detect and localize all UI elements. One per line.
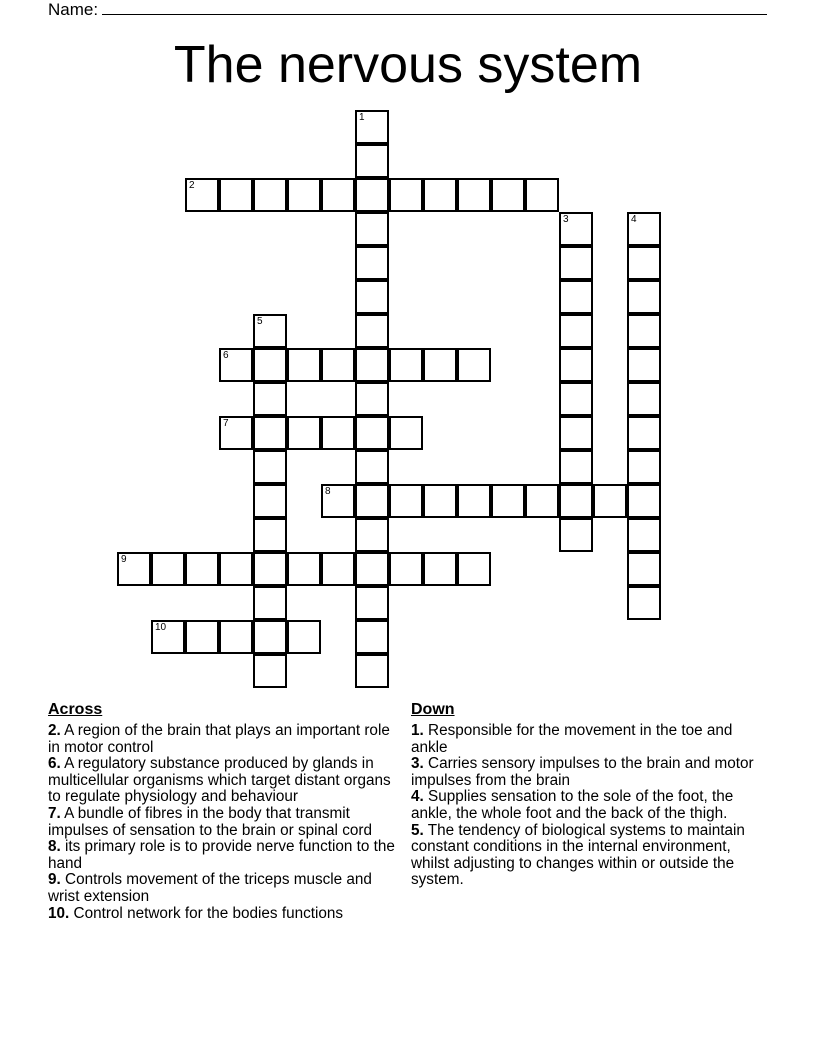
crossword-cell[interactable]	[355, 586, 389, 620]
crossword-cell[interactable]	[253, 450, 287, 484]
crossword-cell[interactable]	[253, 552, 287, 586]
crossword-cell[interactable]	[253, 348, 287, 382]
crossword-cell[interactable]	[491, 484, 525, 518]
crossword-cell[interactable]	[355, 620, 389, 654]
crossword-cell[interactable]	[627, 246, 661, 280]
crossword-cell[interactable]	[253, 620, 287, 654]
crossword-cell[interactable]	[457, 552, 491, 586]
down-clue	[411, 789, 773, 822]
crossword-cell[interactable]	[355, 484, 389, 518]
crossword-cell[interactable]	[355, 654, 389, 688]
crossword-cell[interactable]	[355, 518, 389, 552]
across-clues	[48, 701, 398, 922]
clue-number-label: 10.	[48, 904, 70, 922]
crossword-cell[interactable]	[185, 178, 219, 212]
crossword-cell[interactable]	[457, 484, 491, 518]
clue-number-label: 3.	[411, 755, 424, 773]
crossword-cell[interactable]	[253, 416, 287, 450]
crossword-cell[interactable]	[355, 552, 389, 586]
crossword-cell[interactable]	[253, 518, 287, 552]
crossword-cell[interactable]	[457, 178, 491, 212]
clue-number: 1	[359, 112, 365, 123]
crossword-cell[interactable]	[355, 416, 389, 450]
crossword-cell[interactable]	[593, 484, 627, 518]
clue-number-label: 4.	[411, 788, 424, 806]
crossword-cell[interactable]	[355, 110, 389, 144]
crossword-cell[interactable]	[219, 416, 253, 450]
crossword-cell[interactable]	[423, 178, 457, 212]
clue-number: 4	[631, 214, 637, 225]
crossword-cell[interactable]	[321, 552, 355, 586]
crossword-cell[interactable]	[355, 450, 389, 484]
clue-text: A regulatory substance produced by glands in multicellular organisms which target distant organs to regulate physiology and behaviour	[48, 755, 391, 806]
crossword-cell[interactable]	[457, 348, 491, 382]
crossword-cell[interactable]	[389, 552, 423, 586]
across-clue	[48, 906, 398, 923]
crossword-cell[interactable]	[355, 348, 389, 382]
crossword-cell[interactable]	[219, 178, 253, 212]
name-label: Name:	[48, 0, 99, 19]
clue-number: 2	[189, 180, 195, 191]
crossword-cell[interactable]	[287, 178, 321, 212]
down-clue-list	[411, 723, 773, 889]
crossword-cell[interactable]	[117, 552, 151, 586]
crossword-cell[interactable]	[389, 484, 423, 518]
crossword-cell[interactable]	[389, 178, 423, 212]
clue-number: 8	[325, 486, 331, 497]
clue-number-label: 8.	[48, 838, 61, 856]
across-clue	[48, 723, 398, 756]
crossword-cell[interactable]	[559, 416, 593, 450]
clue-text: Carries sensory impulses to the brain and motor impulses from the brain	[411, 755, 754, 789]
clue-number-label: 1.	[411, 722, 424, 739]
crossword-cell[interactable]	[253, 382, 287, 416]
clue-number-label: 7.	[48, 804, 61, 822]
page-title: The nervous system	[173, 36, 643, 94]
crossword-cell[interactable]	[627, 450, 661, 484]
crossword-cell[interactable]	[219, 552, 253, 586]
clue-number: 7	[223, 418, 229, 429]
crossword-cell[interactable]	[185, 620, 219, 654]
crossword-cell[interactable]	[423, 348, 457, 382]
crossword-cell[interactable]	[389, 348, 423, 382]
clue-text: Supplies sensation to the sole of the foot, the ankle, the whole foot and the back of the thigh.	[411, 788, 734, 822]
crossword-cell[interactable]	[219, 348, 253, 382]
across-heading: Across	[48, 701, 103, 718]
crossword-cell[interactable]	[355, 314, 389, 348]
down-clues	[411, 701, 773, 889]
crossword-cell[interactable]	[321, 484, 355, 518]
crossword-cell[interactable]	[423, 484, 457, 518]
crossword-cell[interactable]	[627, 382, 661, 416]
crossword-cell[interactable]	[355, 178, 389, 212]
crossword-cell[interactable]	[287, 620, 321, 654]
down-clue	[411, 823, 773, 889]
across-clue	[48, 839, 398, 872]
name-rule[interactable]	[102, 0, 767, 15]
clue-number-label: 9.	[48, 871, 61, 889]
crossword-cell[interactable]	[185, 552, 219, 586]
clue-number-label: 5.	[411, 821, 424, 839]
crossword-cell[interactable]	[287, 348, 321, 382]
clue-text: A bundle of fibres in the body that transmit impulses of sensation to the brain or spinal cord	[48, 804, 372, 839]
crossword-cell[interactable]	[627, 518, 661, 552]
clue-text: its primary role is to provide nerve function to the hand	[48, 838, 395, 872]
clue-number: 3	[563, 214, 569, 225]
crossword-cell[interactable]	[627, 314, 661, 348]
clue-number-label: 2.	[48, 722, 61, 739]
crossword-cell[interactable]	[559, 518, 593, 552]
crossword-cell[interactable]	[219, 620, 253, 654]
crossword-cell[interactable]	[287, 416, 321, 450]
crossword-cell[interactable]	[253, 484, 287, 518]
clue-text: A region of the brain that plays an important role in motor control	[48, 722, 390, 756]
clue-text: Responsible for the movement in the toe and ankle	[411, 722, 733, 756]
crossword-cell[interactable]	[253, 314, 287, 348]
crossword-cell[interactable]	[151, 620, 185, 654]
clue-text: Controls movement of the triceps muscle and wrist extension	[48, 871, 372, 905]
crossword-cell[interactable]	[151, 552, 185, 586]
clue-number-label: 6.	[48, 755, 61, 773]
crossword-cell[interactable]	[321, 178, 355, 212]
crossword-cell[interactable]	[287, 552, 321, 586]
crossword-cell[interactable]	[559, 314, 593, 348]
down-heading: Down	[411, 701, 455, 718]
clue-number: 10	[155, 622, 167, 633]
crossword-cell[interactable]	[627, 416, 661, 450]
crossword-cell[interactable]	[559, 280, 593, 314]
clue-text: The tendency of biological systems to maintain constant conditions in the internal environment, whilst adjusting to changes within or outside the system.	[411, 821, 745, 889]
across-clue-list	[48, 723, 398, 922]
crossword-cell[interactable]	[355, 280, 389, 314]
crossword-cell[interactable]	[355, 246, 389, 280]
crossword-cell[interactable]	[627, 552, 661, 586]
clue-text: Control network for the bodies functions	[69, 904, 344, 922]
crossword-cell[interactable]	[423, 552, 457, 586]
across-clue	[48, 806, 398, 839]
name-line	[48, 0, 767, 20]
crossword-cell[interactable]	[627, 348, 661, 382]
crossword-cell[interactable]	[627, 280, 661, 314]
crossword-cell[interactable]	[253, 178, 287, 212]
crossword-cell[interactable]	[559, 382, 593, 416]
crossword-cell[interactable]	[321, 348, 355, 382]
crossword-cell[interactable]	[559, 246, 593, 280]
crossword-cell[interactable]	[321, 416, 355, 450]
crossword-cell[interactable]	[627, 586, 661, 620]
crossword-cell[interactable]	[525, 484, 559, 518]
clue-number: 5	[257, 316, 263, 327]
across-clue	[48, 756, 398, 806]
crossword-cell[interactable]	[559, 484, 593, 518]
crossword-cell[interactable]	[355, 144, 389, 178]
crossword-cell[interactable]	[559, 212, 593, 246]
crossword-cell[interactable]	[253, 586, 287, 620]
down-clue	[411, 756, 773, 789]
crossword-cell[interactable]	[253, 654, 287, 688]
crossword-cell[interactable]	[559, 348, 593, 382]
crossword-cell[interactable]	[491, 178, 525, 212]
clue-number: 6	[223, 350, 229, 361]
clue-number: 9	[121, 554, 127, 565]
crossword-cell[interactable]	[389, 416, 423, 450]
crossword-cell[interactable]	[627, 484, 661, 518]
crossword-cell[interactable]	[355, 212, 389, 246]
down-clue	[411, 723, 773, 756]
crossword-cell[interactable]	[627, 212, 661, 246]
crossword-cell[interactable]	[525, 178, 559, 212]
across-clue	[48, 872, 398, 905]
crossword-cell[interactable]	[355, 382, 389, 416]
crossword-cell[interactable]	[559, 450, 593, 484]
